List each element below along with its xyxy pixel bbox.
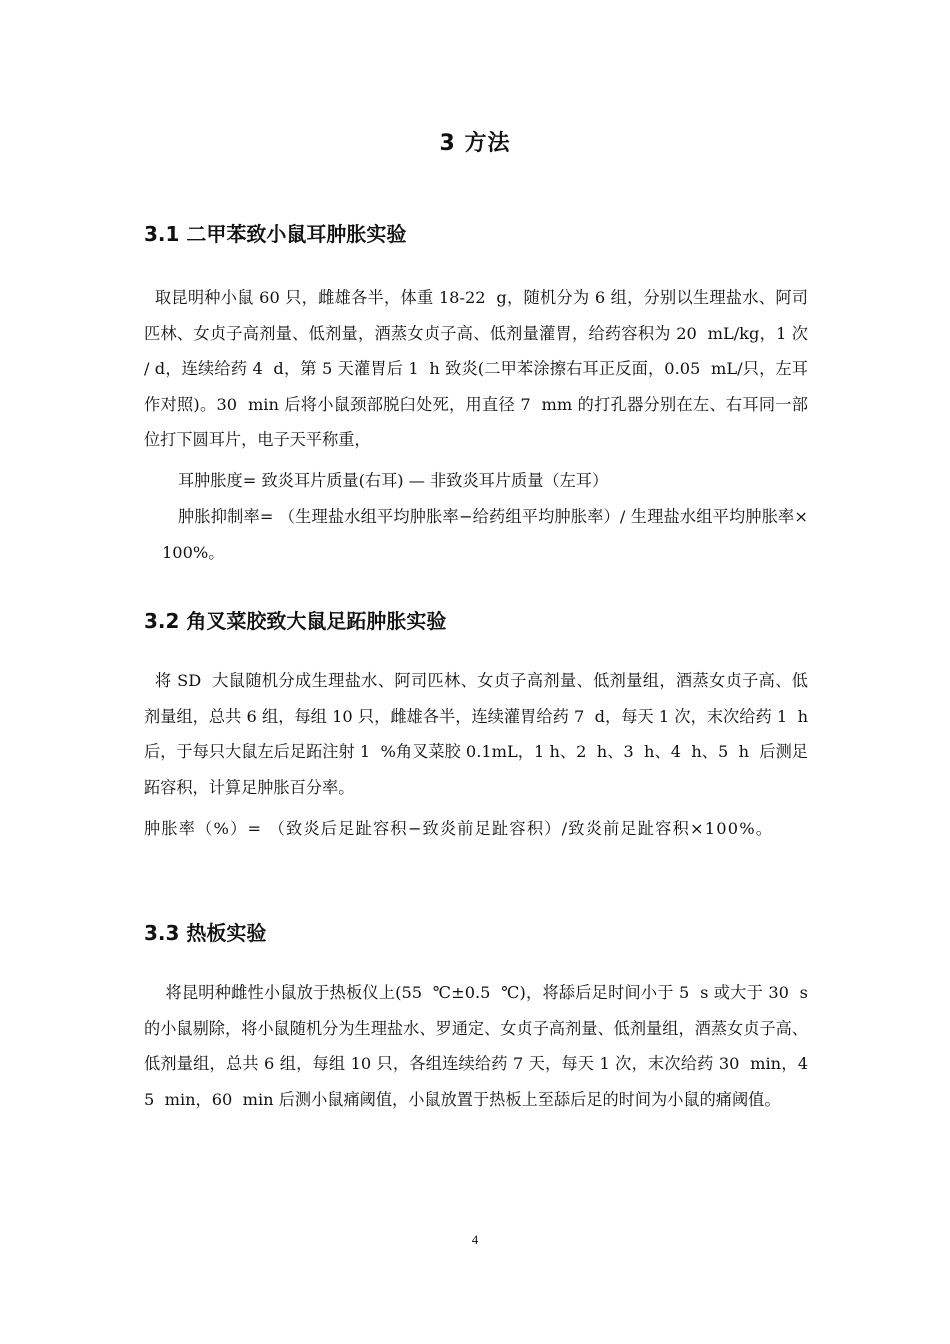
page-title: 3 方法 — [439, 131, 511, 156]
section-3-2-formula-swelling-rate: 肿胀率（%）= （致炎后足趾容积−致炎前足趾容积）/致炎前足趾容积×100%。 — [144, 819, 774, 838]
section-3-1-formula-swelling: 耳肿胀度= 致炎耳片质量(右耳) — 非致炎耳片质量（左耳） — [178, 471, 609, 490]
section-heading-3-3: 3.3 热板实验 — [144, 921, 267, 945]
page-number: 4 — [471, 1232, 479, 1247]
section-3-3-body: 将昆明种雌性小鼠放于热板仪上(55 ℃±0.5 ℃)，将舔后足时间小于 5 s 或大于 30 s 的小鼠剔除，将小鼠随机分为生理盐水、罗通定、女贞子高剂量、低剂量组，酒蒸女贞子高、低剂量组，总共 6 组，每组 10 只，各组连续给药 7 天，每天 1 次，末次给药 30 min，45 min，60 min 后测小鼠痛阈值，小鼠放置于热板上至舔后足的时间为小鼠的痛阈值。 — [144, 983, 814, 1109]
section-3-1-body: 取昆明种小鼠 60 只，雌雄各半，体重 18-22 g，随机分为 6 组，分别以生理盐水、阿司匹林、女贞子高剂量、低剂量，酒蒸女贞子高、低剂量灌胃，给药容积为 20 mL/kg，1 次 / d，连续给药 4 d，第 5 天灌胃后 1 h 致炎(二甲苯涂擦右耳正反面，0.05 mL/只，左耳作对照)。30 min 后将小鼠颈部脱臼处死，用直径 7 mm 的打孔器分别在左、右耳同一部位打下圆耳片，电子天平称重， — [144, 288, 814, 449]
section-heading-3-1: 3.1 二甲苯致小鼠耳肿胀实验 — [144, 222, 407, 246]
section-3-2-body: 将 SD 大鼠随机分成生理盐水、阿司匹林、女贞子高剂量、低剂量组，酒蒸女贞子高、低剂量组，总共 6 组，每组 10 只，雌雄各半，连续灌胃给药 7 d，每天 1 次，末次给药 1 h 后，于每只大鼠左后足跖注射 1 %角叉菜胶 0.1mL，1 h、2 h、3 h、4 h、5 h 后测足跖容积，计算足肿胀百分率。 — [144, 671, 819, 797]
section-3-1-formula-inhibition: 肿胀抑制率= （生理盐水组平均肿胀率−给药组平均肿胀率）/ 生理盐水组平均肿胀率×100%。 — [162, 507, 808, 562]
section-heading-3-2: 3.2 角叉菜胶致大鼠足跖肿胀实验 — [144, 609, 447, 633]
